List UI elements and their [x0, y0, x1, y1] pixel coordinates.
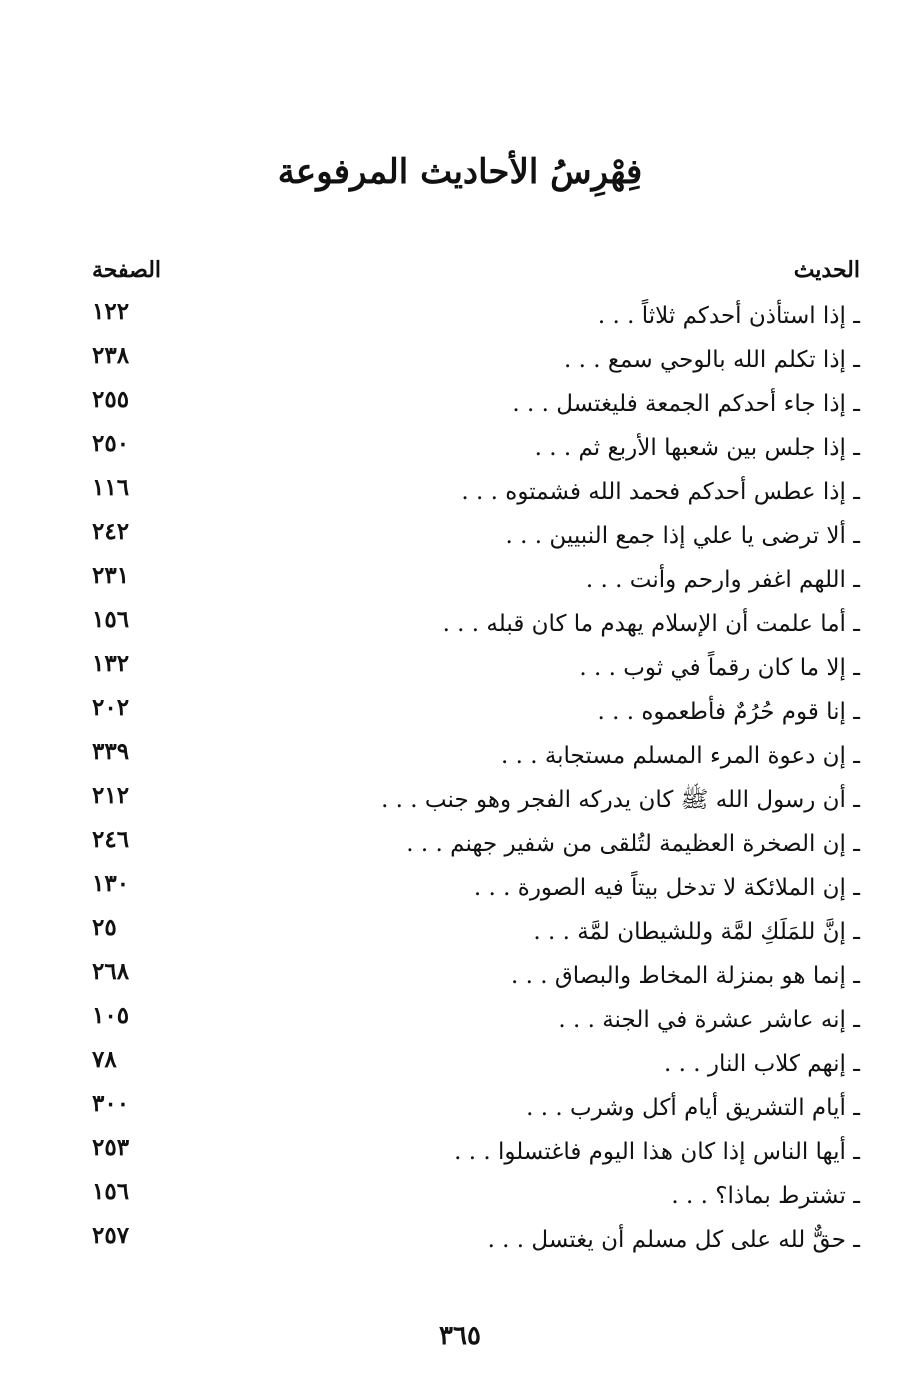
- index-row: [0, 734, 920, 778]
- page-ref: ٢١٢: [92, 782, 130, 809]
- index-row: [0, 690, 920, 734]
- index-list: [0, 294, 920, 1262]
- page-ref: ٢٤٦: [92, 826, 130, 853]
- page-ref: ١٣٠: [92, 870, 130, 897]
- index-row: [0, 778, 920, 822]
- index-row: [0, 822, 920, 866]
- hadith-text: ـ اللهم اغفر وارحم وأنت . . .: [585, 567, 860, 593]
- index-row: [0, 558, 920, 602]
- index-row: [0, 602, 920, 646]
- index-row: [0, 998, 920, 1042]
- page-ref: ١٥٦: [92, 1178, 130, 1205]
- page-ref: ٢٠٢: [92, 694, 130, 721]
- page-ref: ٢٣٨: [92, 342, 130, 369]
- page-ref: ١٥٦: [92, 606, 130, 633]
- index-row: [0, 866, 920, 910]
- index-row: [0, 1218, 920, 1262]
- hadith-text: ـ إذا استأذن أحدكم ثلاثاً . . .: [597, 303, 860, 329]
- page-number: ٣٦٥: [439, 1321, 481, 1351]
- index-row: [0, 954, 920, 998]
- hadith-text: ـ إنا قوم حُرُمٌ فأطعموه . . .: [597, 699, 860, 725]
- page-ref: ١١٦: [92, 474, 130, 501]
- hadith-text: ـ إن الصخرة العظيمة لتُلقى من شفير جهنم . . .: [406, 831, 860, 857]
- hadith-text: ـ أيام التشريق أيام أكل وشرب . . .: [526, 1095, 860, 1121]
- page-ref: ٢٥: [92, 914, 117, 941]
- page-ref: ٢٣١: [92, 562, 130, 589]
- page-ref: ٢٥٠: [92, 430, 130, 457]
- hadith-text: ـ إنه عاشر عشرة في الجنة . . .: [558, 1007, 860, 1033]
- hadith-text: ـ إذا عطس أحدكم فحمد الله فشمتوه . . .: [461, 479, 860, 505]
- index-row: [0, 1086, 920, 1130]
- hadith-text: ـ تشترط بماذا؟ . . .: [671, 1183, 860, 1209]
- index-row: [0, 514, 920, 558]
- index-row: [0, 382, 920, 426]
- index-row: [0, 426, 920, 470]
- hadith-text: ـ حقٌّ لله على كل مسلم أن يغتسل . . .: [487, 1227, 860, 1253]
- page-ref: ٢٥٣: [92, 1134, 130, 1161]
- hadith-text: ـ أن رسول الله ﷺ كان يدركه الفجر وهو جنب . . .: [381, 787, 860, 813]
- page-ref: ٣٣٩: [92, 738, 130, 765]
- index-row: [0, 646, 920, 690]
- hadith-text: ـ إذا تكلم الله بالوحي سمع . . .: [563, 347, 860, 373]
- hadith-text: ـ إنهم كلاب النار . . .: [663, 1051, 860, 1077]
- hadith-text: ـ إنَّ للمَلَكِ لمَّة وللشيطان لمَّة . . .: [533, 919, 860, 945]
- page-ref: ٢٦٨: [92, 958, 130, 985]
- page-ref: ٢٥٧: [92, 1222, 130, 1249]
- hadith-text: ـ إن الملائكة لا تدخل بيتاً فيه الصورة . . .: [473, 875, 860, 901]
- page-ref: ١٣٢: [92, 650, 130, 677]
- index-row: [0, 294, 920, 338]
- hadith-text: ـ ألا ترضى يا علي إذا جمع النبيين . . .: [505, 523, 860, 549]
- index-row: [0, 1042, 920, 1086]
- page-ref: ٧٨: [92, 1046, 117, 1073]
- hadith-text: ـ أما علمت أن الإسلام يهدم ما كان قبله . . .: [442, 611, 860, 637]
- page-ref: ٢٥٥: [92, 386, 130, 413]
- column-header-page: الصفحة: [92, 257, 162, 283]
- index-row: [0, 470, 920, 514]
- index-row: [0, 1174, 920, 1218]
- page-title: فِهْرِسُ الأحاديث المرفوعة: [277, 152, 643, 192]
- page-ref: ٣٠٠: [92, 1090, 130, 1117]
- page-ref: ٢٤٢: [92, 518, 130, 545]
- hadith-text: ـ إلا ما كان رقماً في ثوب . . .: [579, 655, 860, 681]
- hadith-text: ـ إذا جلس بين شعبها الأربع ثم . . .: [534, 435, 860, 461]
- hadith-text: ـ أيها الناس إذا كان هذا اليوم فاغتسلوا . . .: [454, 1139, 860, 1165]
- page-ref: ١٢٢: [92, 298, 130, 325]
- index-row: [0, 910, 920, 954]
- index-row: [0, 1130, 920, 1174]
- hadith-text: ـ إنما هو بمنزلة المخاط والبصاق . . .: [511, 963, 860, 989]
- page-ref: ١٠٥: [92, 1002, 130, 1029]
- column-header-hadith: الحديث: [793, 257, 860, 283]
- hadith-text: ـ إن دعوة المرء المسلم مستجابة . . .: [500, 743, 860, 769]
- index-row: [0, 338, 920, 382]
- hadith-text: ـ إذا جاء أحدكم الجمعة فليغتسل . . .: [512, 391, 860, 417]
